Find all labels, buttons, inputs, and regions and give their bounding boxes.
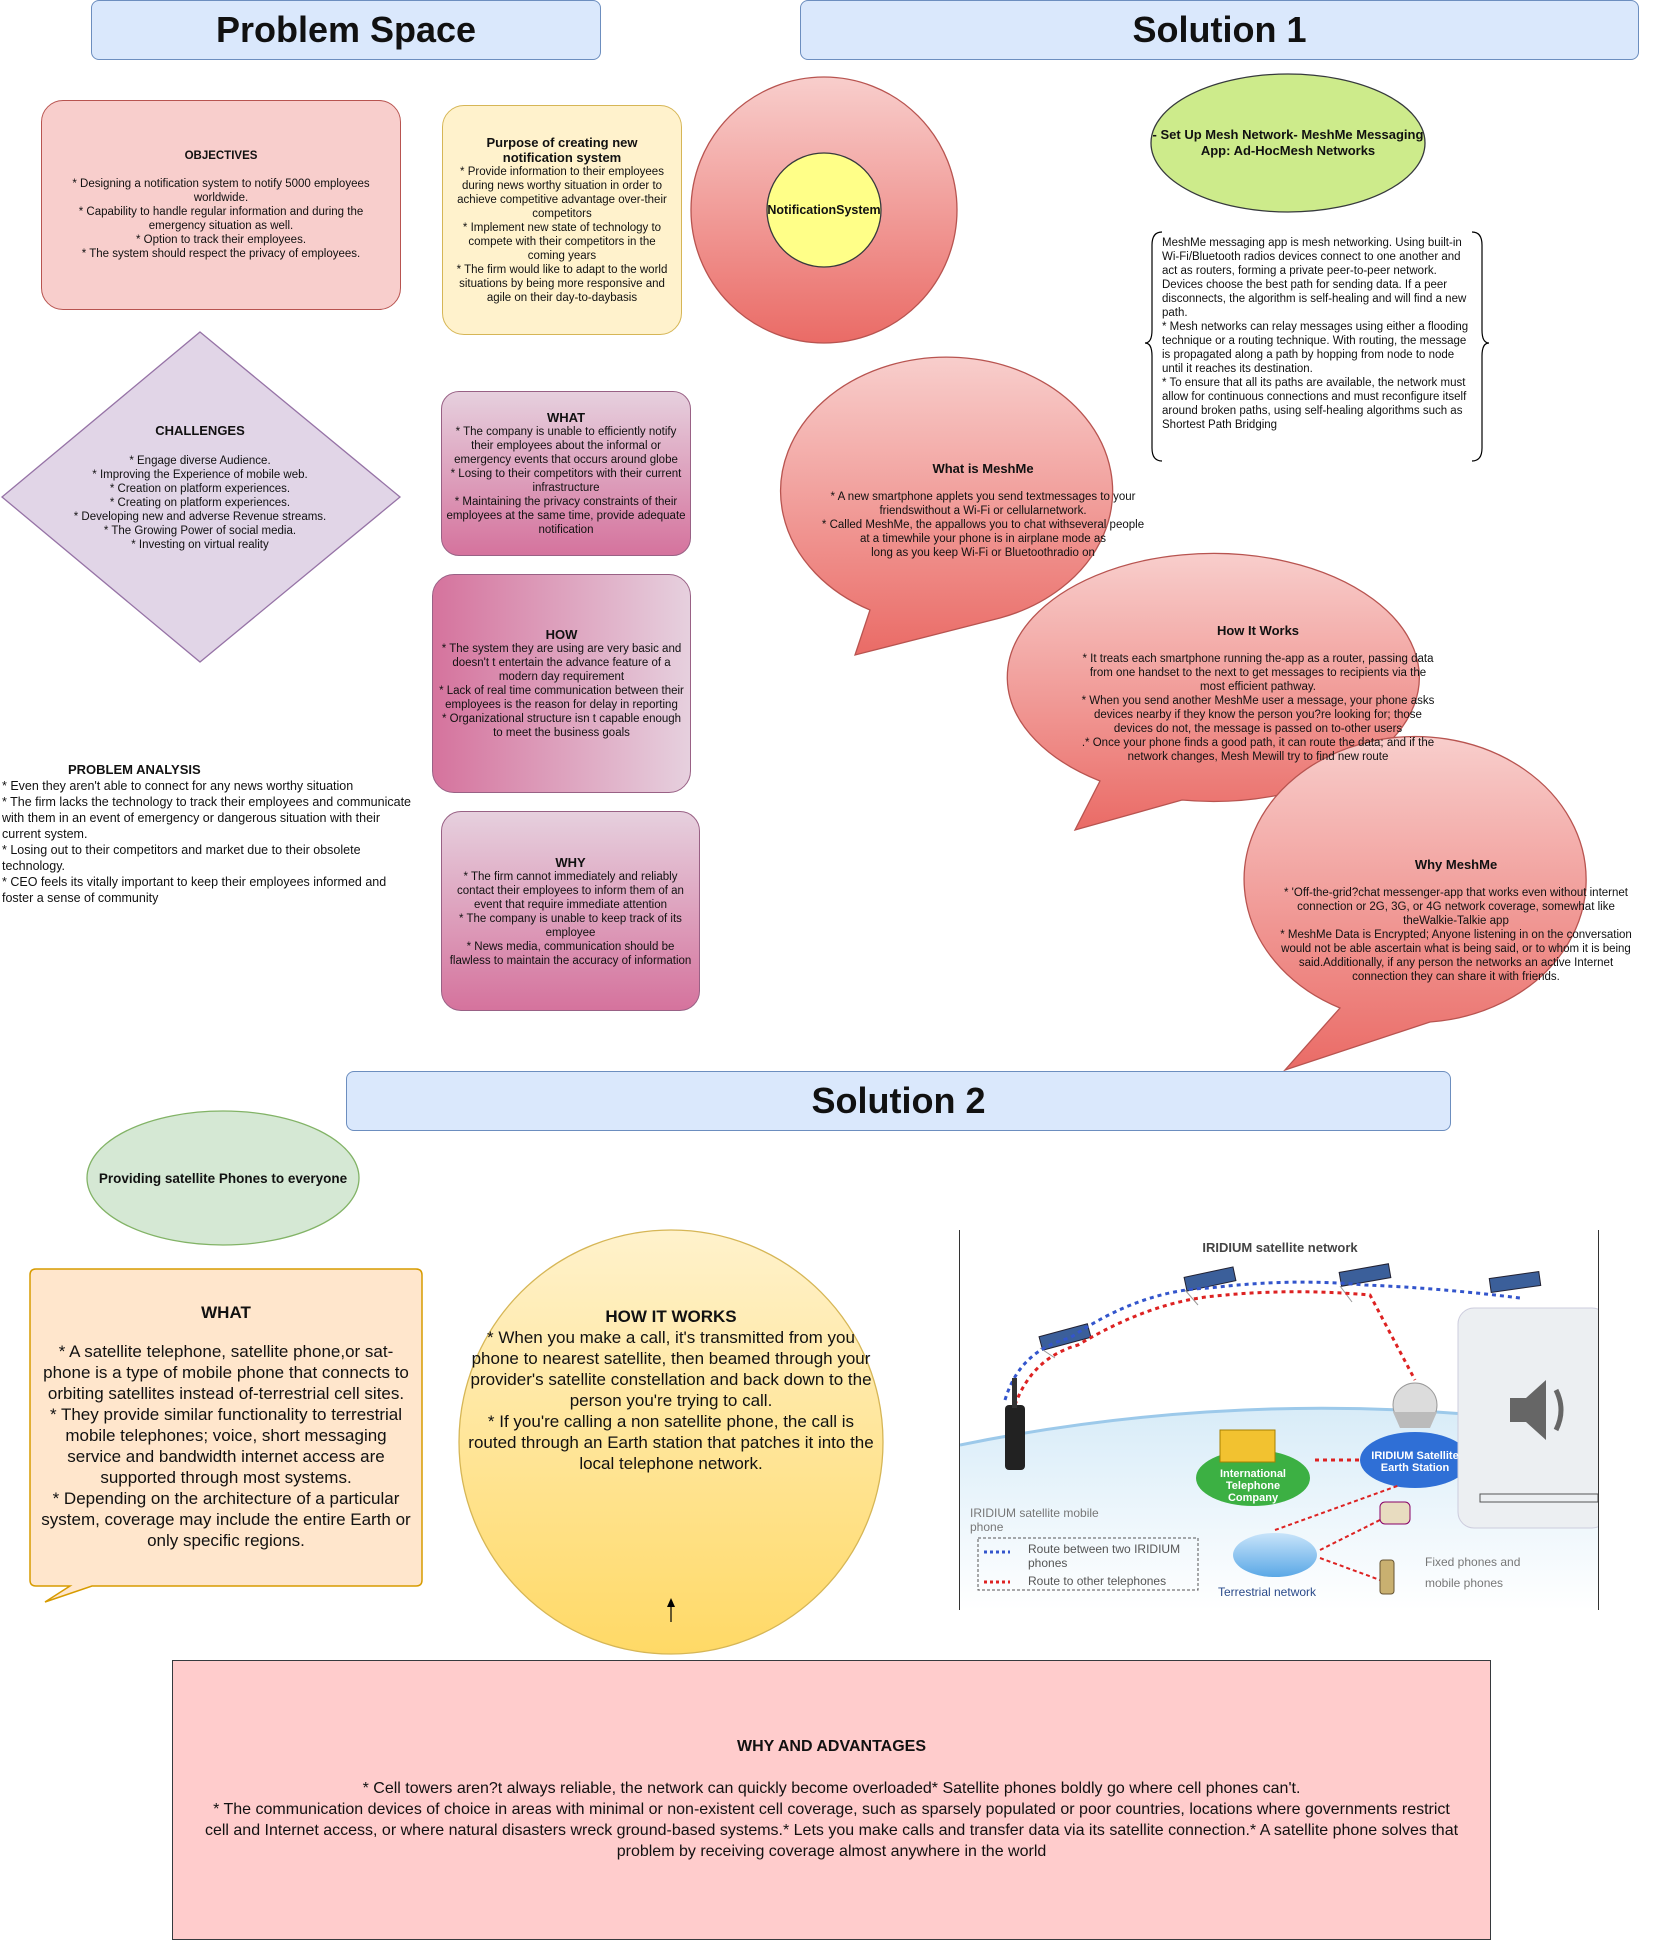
satellite-2 bbox=[1184, 1267, 1236, 1305]
what2-text: * A satellite telephone, satellite phone,or sat-phone is a type of mobile phone that connects to orbiting satellites instead of-terrestrial cell sites. * They provide similar functionality to terrestrial mobile telephones; voice, short messaging service and bandwidth internet access are supported through most systems. * Depending on the architecture of a particular system, coverage may include the entire Earth or only specific regions. bbox=[41, 1342, 411, 1550]
notification-system-label: NotificationSystem bbox=[767, 203, 881, 217]
sat-phone bbox=[1005, 1405, 1025, 1470]
header-solution1: Solution 1 bbox=[800, 0, 1639, 60]
problem-analysis bbox=[2, 762, 412, 912]
what-title: WHAT bbox=[546, 410, 586, 425]
why-meshme-text: * 'Off-the-grid?chat messenger-app that works even without internet connection or 2G, 3G, or 4G network coverage, somewhat like theWalkie-Talkie app * MeshMe Data is Encrypted; Anyone listening in on the conversation would not be able ascertain what is being said, or to whom it is being said.Additionally, if any person the networks an active Internet connection they can share it with friends. bbox=[1280, 886, 1632, 983]
iridium-itc: International Telephone Company bbox=[1219, 1468, 1286, 1504]
how-box bbox=[432, 574, 691, 793]
how-it-works-2-text: * When you make a call, it's transmitted from you phone to nearest satellite, then beamed through your provider's satellite constellation and back down to the person you're trying to call. * If you're calling a non satellite phone, the call is routed through an Earth station that patches it into the local telephone network. bbox=[468, 1327, 874, 1473]
problem-analysis-title: PROBLEM ANALYSIS bbox=[68, 762, 201, 777]
why-advantages-text: * Cell towers aren?t always reliable, the network can quickly become overloaded* Satellite phones boldly go where cell phones can't. * The communication devices of choice in areas with minimal or non-existent cell coverage, such as sparsely populated or poor countries, locations where governments restrict cell and Internet access, or where natural disasters wreck ground-based systems.* Lets you make calls and transfer data via its satellite connection.* A satellite phone solves that problem by receiving coverage almost anywhere in the world bbox=[204, 1780, 1459, 1860]
mesh-description: MeshMe messaging app is mesh networking. Using built-in Wi-Fi/Bluetooth radios devices connect to one another and act as routers, forming a private peer-to-peer network. Devices choose the best path for sending data. If a peer disconnects, the algorithm is self-healing and will find a new path. * Mesh networks can relay messages using either a flooding technique or a routing technique. With routing, the message is propagated along a path by hopping from node to node until it reaches its destination. * To ensure that all its paths are available, the network must allow for continuous connections and must reconfigure itself around broken paths, using self-healing algorithms such as Shortest Path Bridging bbox=[1162, 237, 1469, 431]
why-advantages-title: WHY AND ADVANTAGES bbox=[736, 1738, 927, 1755]
purpose-box bbox=[442, 105, 682, 335]
what-is-meshme-title: What is MeshMe bbox=[932, 460, 1034, 476]
how-title: HOW bbox=[545, 627, 578, 642]
purpose-title: Purpose of creating new notification system bbox=[486, 135, 638, 165]
how-it-works-2-title: HOW IT WORKS bbox=[605, 1306, 737, 1326]
how-it-works-1 bbox=[1080, 606, 1436, 781]
why-advantages-box bbox=[172, 1660, 1491, 1940]
challenges-text: * Engage diverse Audience. * Improving the Experience of mobile web. * Creation on platform experiences. * Creating on platform experiences. * Developing new and adverse Revenue streams. * The Growing Power of social media. * Investing on virtual reality bbox=[73, 454, 327, 551]
objectives-text: * Designing a notification system to notify 5000 employees worldwide. * Capability to handle regular information and during the emergency situation as well. * Option to track their employees. * The system should respect the privacy of employees. bbox=[72, 178, 370, 260]
what-is-meshme bbox=[818, 450, 1148, 570]
why-title: WHY bbox=[555, 854, 586, 870]
header-problem-space: Problem Space bbox=[91, 0, 601, 60]
how-text: * The system they are using are very basic and doesn't t entertain the advance feature of a modern day requirement * Lack of real time communication between their employees is the reason for delay in reporting * Organizational structure isn t capable enough to meet the business goals bbox=[439, 643, 684, 739]
iridium-terrestrial: Terrestrial network bbox=[1218, 1585, 1317, 1599]
how-it-works-1-title: How It Works bbox=[1216, 623, 1300, 638]
iridium-earth-station: IRIDIUM Satellite Earth Station bbox=[1371, 1450, 1459, 1474]
purpose-text: * Provide information to their employees during news worthy situation in order to achieve competitive advantage over-their competitors * Implement new state of technology to compete with their competitors in the coming years * The firm would like to adapt to the world situations by being more responsive and agile on their day-to-daybasis bbox=[456, 166, 668, 304]
why-meshme-title: Why MeshMe bbox=[1414, 856, 1498, 872]
why-text: * The firm cannot immediately and reliably contact their employees to inform them of an event that require immediate attention * The company is unable to keep track of its employee * News media, communication should be flawless to maintain the accuracy of information bbox=[449, 870, 692, 967]
what2-box bbox=[38, 1282, 414, 1572]
objectives-title: OBJECTIVES bbox=[184, 150, 258, 162]
terrestrial-cloud bbox=[1233, 1533, 1317, 1577]
right-brace bbox=[1472, 232, 1489, 461]
iridium-legend-route2: Route to other telephones bbox=[1028, 1574, 1167, 1588]
problem-analysis-text: * Even they aren't able to connect for any news worthy situation * The firm lacks the technology to track their employees and communicate with them in an event of emergency or dangerous situation with their current system. * Losing out to their competitors and market due to their obsolete technology. * CEO feels its vitally important to keep their employees informed and foster a sense of community bbox=[2, 779, 411, 905]
what-is-meshme-text: * A new smartphone applets you send textmessages to your friendswithout a Wi-Fi or cellularnetwork. * Called MeshMe, the appallows you to chat withseveral people at a timewhile your phone is in airplane mode as long as you keep Wi-Fi or Bluetoothradio on bbox=[821, 490, 1145, 559]
why-box bbox=[441, 811, 700, 1011]
how-it-works-2 bbox=[466, 1300, 876, 1480]
left-brace bbox=[1145, 232, 1162, 461]
why-meshme bbox=[1276, 845, 1636, 995]
what-box bbox=[441, 391, 691, 556]
satellite-phones-text: Providing satellite Phones to everyone bbox=[98, 1170, 348, 1186]
itc-building bbox=[1220, 1430, 1275, 1462]
iridium-title: IRIDIUM satellite network bbox=[1202, 1239, 1358, 1255]
fixed-phone bbox=[1380, 1502, 1410, 1524]
iridium-figure bbox=[959, 1230, 1599, 1610]
mobile-phone-small bbox=[1380, 1560, 1394, 1594]
iridium-mobile-phone: IRIDIUM satellite mobile phone bbox=[970, 1506, 1099, 1534]
satellite-4 bbox=[1489, 1272, 1540, 1293]
iridium-legend-route1: Route between two IRIDIUM phones bbox=[1028, 1542, 1181, 1570]
satellite-3 bbox=[1339, 1264, 1391, 1302]
route-red bbox=[1015, 1292, 1415, 1405]
iridium-fixed-phones: Fixed phones and mobile phones bbox=[1425, 1555, 1521, 1590]
challenges-title: CHALLENGES bbox=[155, 422, 245, 438]
challenges-box bbox=[55, 412, 345, 562]
mesh-setup-text: - Set Up Mesh Network- MeshMe Messaging App: Ad-HocMesh Networks bbox=[1152, 127, 1424, 158]
what2-title: WHAT bbox=[201, 1303, 251, 1322]
how-it-works-1-text: * It treats each smartphone running the-app as a router, passing data from one handset to the next to get messages to recipients via the most efficient pathway. * When you send another MeshMe user a message, your phone asks devices nearby if they know the person you?re looking for; those devices do not, the message is passed on to-other users .* Once your phone finds a good path, it can route the data; and if the network changes, Mesh Mewill try to find new route bbox=[1081, 653, 1435, 763]
what-text: * The company is unable to efficiently notify their employees about the informal or emergency events that occurs around globe * Losing to their competitors with their current infrastructure * Maintaining the privacy constraints of their employees at the same time, provide adequate notification bbox=[446, 426, 686, 536]
objectives-box bbox=[41, 100, 401, 310]
header-solution2: Solution 2 bbox=[346, 1071, 1451, 1131]
